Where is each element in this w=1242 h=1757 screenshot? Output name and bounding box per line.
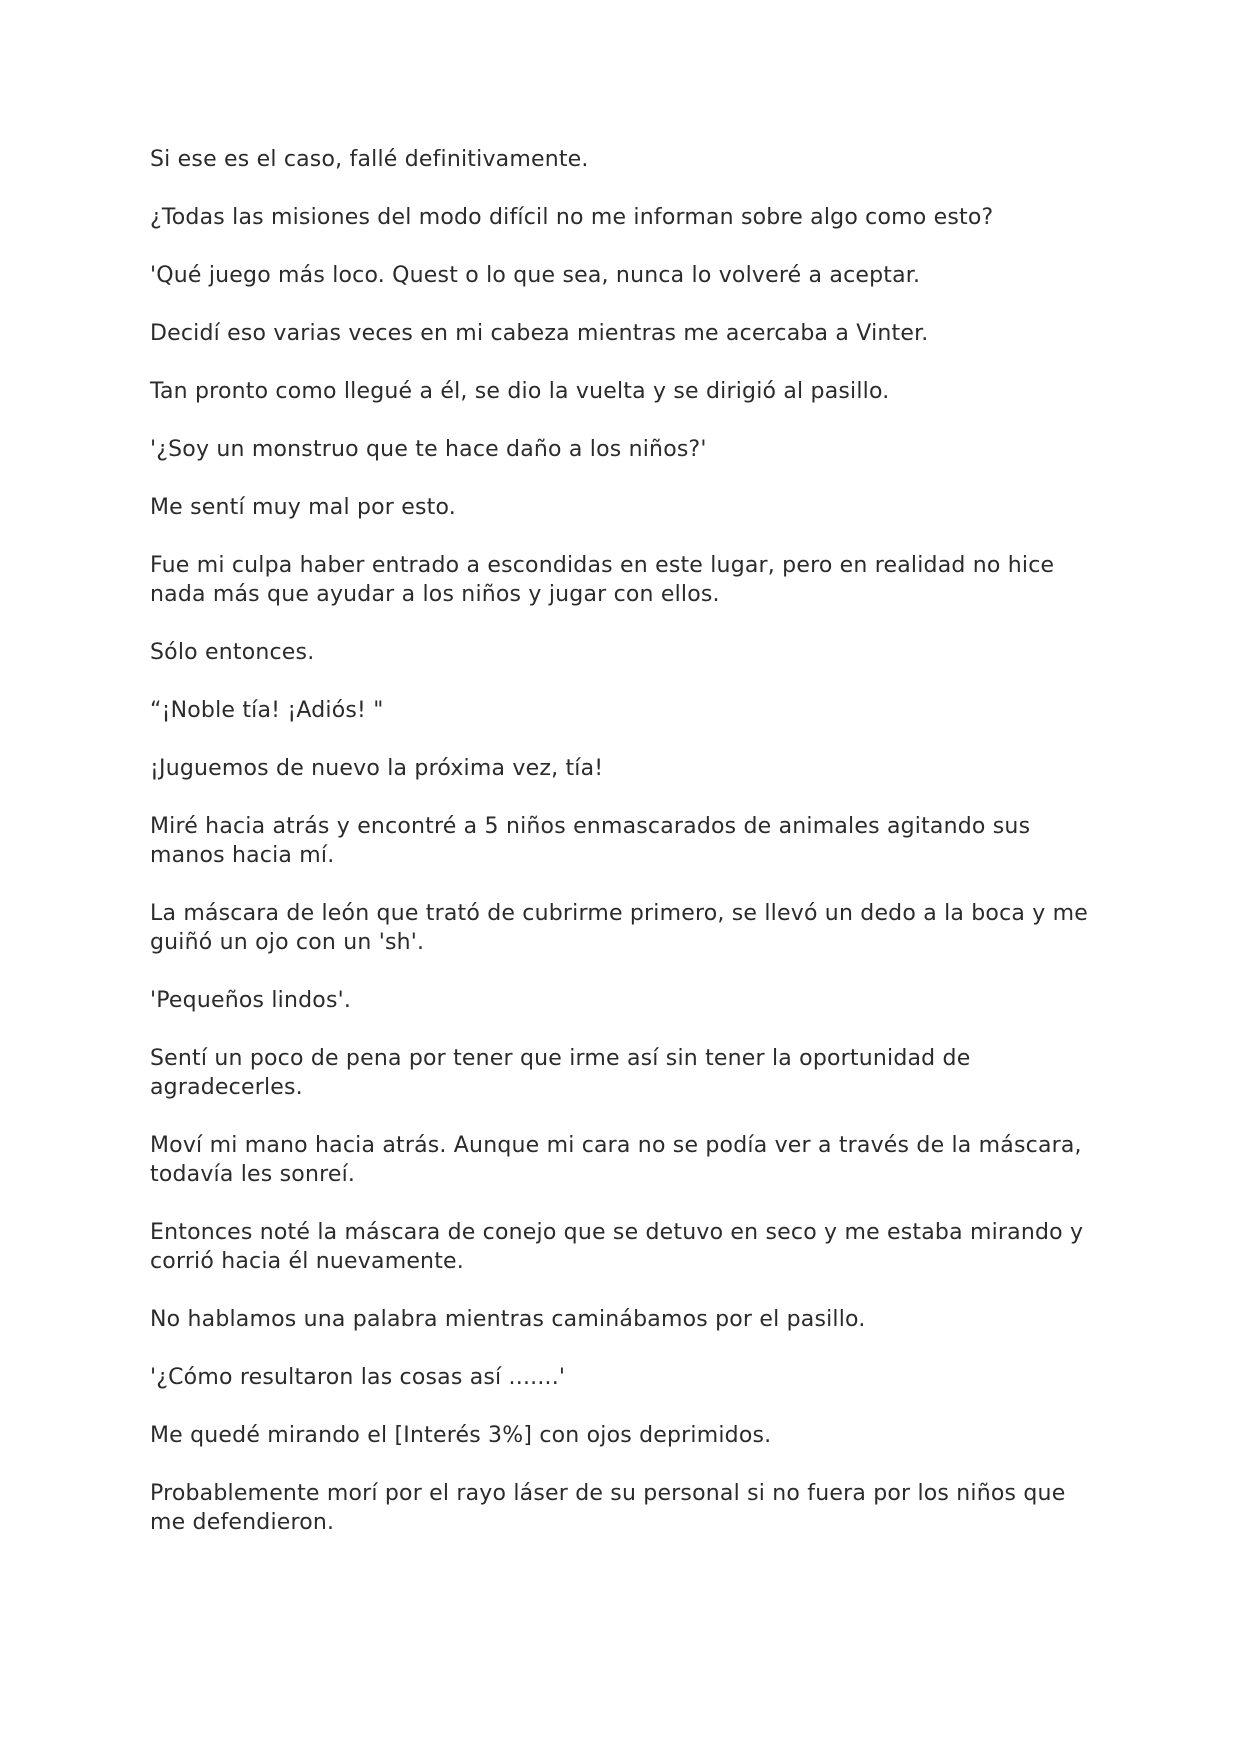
paragraph: 'Pequeños lindos'. xyxy=(150,988,352,1013)
paragraph: ¡Juguemos de nuevo la próxima vez, tía! xyxy=(150,756,604,781)
paragraph: Moví mi mano hacia atrás. Aunque mi cara no se podía ver a través de la máscara, todavía les sonreí. xyxy=(150,1133,1082,1187)
paragraph: “¡Noble tía! ¡Adiós! " xyxy=(150,698,384,723)
paragraph: Tan pronto como llegué a él, se dio la vuelta y se dirigió al pasillo. xyxy=(150,379,890,404)
paragraph: '¿Soy un monstruo que te hace daño a los niños?' xyxy=(150,437,707,462)
paragraph: Me quedé mirando el [Interés 3%] con ojos deprimidos. xyxy=(150,1423,772,1448)
paragraph: No hablamos una palabra mientras caminábamos por el pasillo. xyxy=(150,1307,866,1332)
paragraph: Sólo entonces. xyxy=(150,640,315,665)
paragraph: Si ese es el caso, fallé definitivamente. xyxy=(150,147,589,172)
document-body xyxy=(150,145,1100,1566)
paragraph: La máscara de león que trató de cubrirme primero, se llevó un dedo a la boca y me guiñó un ojo con un 'sh'. xyxy=(150,901,1089,955)
paragraph: '¿Cómo resultaron las cosas así .......' xyxy=(150,1365,566,1390)
paragraph: Decidí eso varias veces en mi cabeza mientras me acercaba a Vinter. xyxy=(150,321,929,346)
paragraph: Fue mi culpa haber entrado a escondidas en este lugar, pero en realidad no hice nada más que ayudar a los niños y jugar con ellos. xyxy=(150,553,1055,607)
paragraph: Entonces noté la máscara de conejo que se detuvo en seco y me estaba mirando y corrió hacia él nuevamente. xyxy=(150,1220,1084,1274)
paragraph: 'Qué juego más loco. Quest o lo que sea, nunca lo volveré a aceptar. xyxy=(150,263,921,288)
paragraph: ¿Todas las misiones del modo difícil no me informan sobre algo como esto? xyxy=(150,205,994,230)
paragraph: Probablemente morí por el rayo láser de su personal si no fuera por los niños que me defendieron. xyxy=(150,1481,1066,1535)
paragraph: Sentí un poco de pena por tener que irme así sin tener la oportunidad de agradecerles. xyxy=(150,1046,971,1100)
paragraph: Miré hacia atrás y encontré a 5 niños enmascarados de animales agitando sus manos hacia mí. xyxy=(150,814,1031,868)
paragraph: Me sentí muy mal por esto. xyxy=(150,495,456,520)
